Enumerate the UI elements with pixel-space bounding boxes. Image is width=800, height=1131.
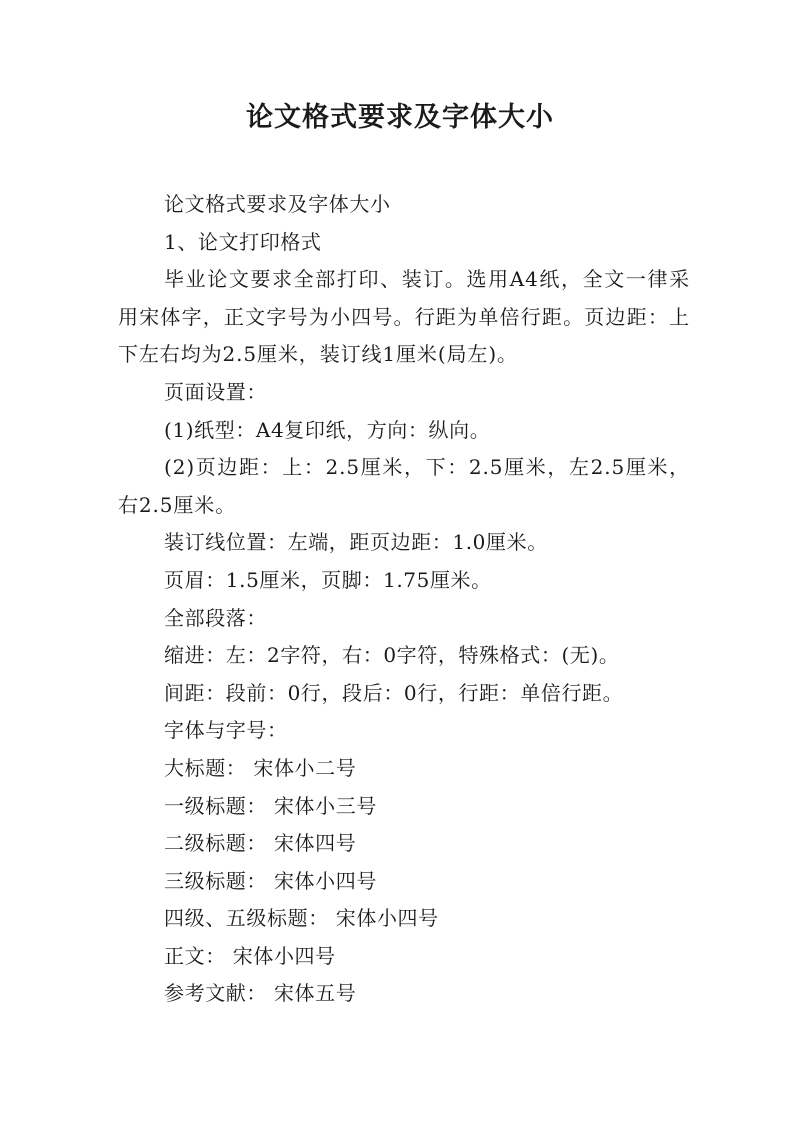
paragraph-body-font: 正文： 宋体小四号 — [164, 943, 336, 968]
document-body — [118, 186, 690, 1013]
paragraph-subtitle: 论文格式要求及字体大小 — [164, 192, 391, 216]
paragraph-level2-font: 二级标题： 宋体四号 — [164, 831, 357, 856]
document-title: 论文格式要求及字体大小 — [246, 102, 554, 133]
paragraph-main-title-font: 大标题： 宋体小二号 — [164, 755, 357, 780]
paragraph-spacing: 间距：段前：0行，段后：0行，行距：单倍行距。 — [164, 680, 624, 705]
paragraph-font-sizes: 字体与字号： — [164, 718, 288, 743]
paragraph-margins: (2)页边距：上：2.5厘米，下：2.5厘米，左2.5厘米，右2.5厘米。 — [118, 455, 690, 517]
paragraph-section-heading: 1、论文打印格式 — [164, 229, 322, 254]
paragraph-references-font: 参考文献： 宋体五号 — [164, 981, 357, 1006]
paragraph-all-paragraphs: 全部段落： — [164, 605, 267, 630]
paragraph-level3-font: 三级标题： 宋体小四号 — [164, 868, 377, 893]
paragraph-print-requirements: 毕业论文要求全部打印、装订。选用A4纸，全文一律采用宋体字，正文字号为小四号。行距为单倍行距。页边距：上下左右均为2.5厘米，装订线1厘米(局左)。 — [118, 267, 690, 367]
paragraph-page-setup: 页面设置： — [164, 379, 267, 404]
paragraph-level1-font: 一级标题： 宋体小三号 — [164, 793, 377, 818]
paragraph-gutter-position: 装订线位置：左端，距页边距：1.0厘米。 — [164, 530, 548, 555]
paragraph-indentation: 缩进：左：2字符，右：0字符，特殊格式：(无)。 — [164, 643, 620, 668]
paragraph-paper-type: (1)纸型：A4复印纸，方向：纵向。 — [164, 417, 491, 442]
paragraph-level4-5-font: 四级、五级标题： 宋体小四号 — [164, 906, 439, 931]
paragraph-header-footer: 页眉：1.5厘米，页脚：1.75厘米。 — [164, 567, 492, 592]
